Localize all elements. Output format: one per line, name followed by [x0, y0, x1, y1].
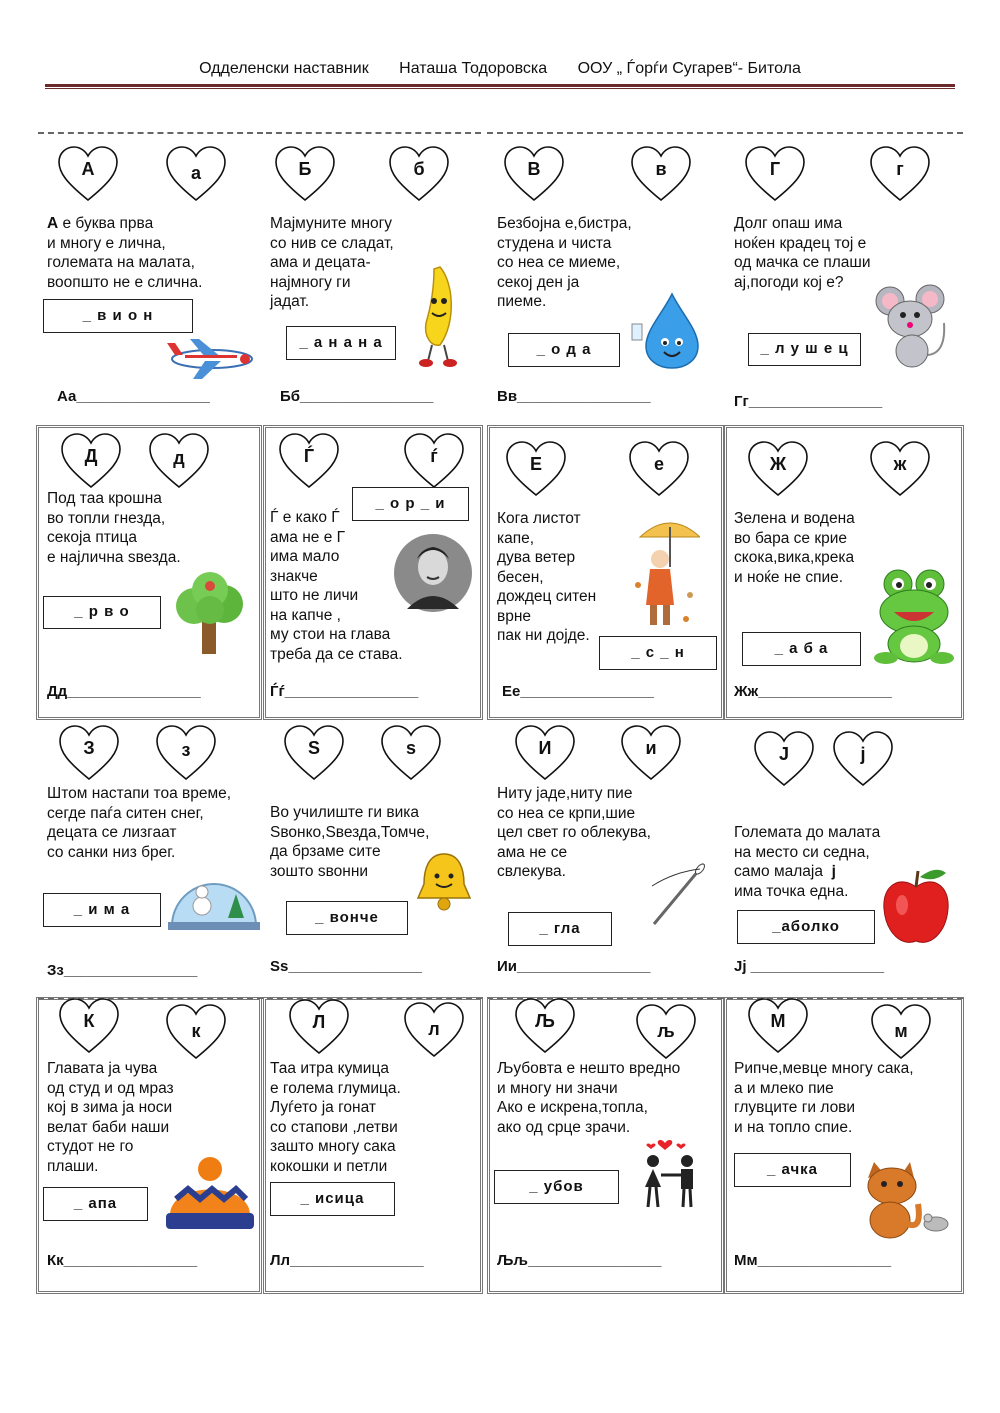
poem-gj: Ѓ е како Ѓ ама не е Г има мало знакче што не личи на капче , му стои на глава треба да се става. [270, 509, 403, 663]
heart-lower-z: з [155, 724, 217, 782]
poem-b: Мајмуните многу со нив се сладат, ама и децата- најмногу ги јадат. [270, 215, 394, 310]
word-box-m[interactable]: _ ачка [734, 1153, 851, 1187]
heart-lower-v: в [630, 145, 692, 203]
heart-lower-j: ј [832, 730, 894, 788]
poem-lj: Љубовта е нешто вредно и многу ни значи Ако е искрена,топла, ако од срце зрачи. [497, 1060, 681, 1136]
heart-upper-v: В [503, 145, 565, 203]
write-line-i[interactable]: Ии________________ [497, 958, 651, 975]
header-rule [45, 84, 955, 87]
heart-lower-e: е [628, 440, 690, 498]
page-header [0, 60, 1000, 78]
couple-icon [635, 1135, 709, 1210]
heart-lower-m: м [870, 1003, 932, 1061]
write-line-m[interactable]: Мм________________ [734, 1252, 892, 1269]
teacher-label: Одделенски наставник [199, 60, 369, 77]
heart-upper-e: Е [505, 440, 567, 498]
write-line-b[interactable]: Бб________________ [280, 388, 434, 405]
heart-lower-b: б [388, 145, 450, 203]
write-line-j[interactable]: Јј ________________ [734, 958, 885, 975]
poem-k: Главата ја чува од студ и од мраз кој в зима ја носи велат баби наши студот не го плаши. [47, 1060, 174, 1175]
snow-globe-icon [168, 860, 260, 930]
write-line-gj[interactable]: Ѓѓ________________ [270, 683, 419, 700]
word-box-g[interactable]: _ л у ш е ц [748, 333, 861, 366]
word-box-k[interactable]: _ апа [43, 1187, 148, 1221]
write-line-l[interactable]: Лл________________ [270, 1252, 424, 1269]
word-box-zh[interactable]: _ а б а [742, 632, 861, 666]
banana-icon [410, 263, 470, 368]
word-box-a[interactable]: _ в и о н [43, 299, 193, 333]
poem-z: Штом настапи тоа време, сегде паѓа ситен снег, децата се лизгаат со санки низ брег. [47, 785, 232, 861]
poem-d: Под таа крошна во топли гнезда, секоја птица е најлична ѕвезда. [47, 490, 181, 566]
heart-upper-z: З [58, 724, 120, 782]
heart-lower-l: л [403, 1001, 465, 1059]
heart-upper-zh: Ж [747, 440, 809, 498]
write-line-g[interactable]: Гг________________ [734, 393, 883, 410]
write-line-zh[interactable]: Жж________________ [734, 683, 892, 700]
girl-umbrella-icon [630, 515, 700, 633]
poem-dz: Во училиште ги вика Ѕвонко,Ѕвезда,Томче, да брзаме сите зошто ѕвонни [270, 804, 430, 880]
heart-upper-lj: Љ [514, 997, 576, 1055]
needle-icon [644, 858, 714, 928]
word-box-l[interactable]: _ исица [270, 1182, 395, 1216]
heart-lower-lj: љ [635, 1003, 697, 1061]
write-line-v[interactable]: Вв________________ [497, 388, 651, 405]
heart-upper-m: М [747, 997, 809, 1055]
write-line-dz[interactable]: Ss________________ [270, 958, 422, 975]
word-box-v[interactable]: _ о д а [508, 333, 620, 367]
write-line-a[interactable]: Аа________________ [57, 388, 210, 405]
teacher-name: Наташа Тодоровска [399, 60, 548, 77]
word-box-d[interactable]: _ р в о [43, 596, 161, 629]
tree-icon [170, 570, 250, 660]
frog-icon [872, 568, 956, 668]
airplane-icon [165, 333, 260, 383]
word-box-e[interactable]: _ с _ н [599, 636, 717, 670]
separator [266, 132, 481, 134]
heart-upper-d: Д [60, 432, 122, 490]
heart-upper-gj: Ѓ [278, 432, 340, 490]
heart-lower-a: а [165, 145, 227, 203]
poem-m: Рипче,мевце многу сака, а и млеко пие глувците ги лови и на топло спие. [734, 1060, 914, 1136]
word-box-i[interactable]: _ гла [508, 912, 612, 946]
poem-g: Долг опаш има ноќен крадец тој е од мачка се плаши ај,погоди кој е? [734, 215, 871, 291]
separator [487, 132, 963, 134]
write-line-lj[interactable]: Љљ________________ [497, 1252, 662, 1269]
word-box-dz[interactable]: _ вонче [286, 901, 408, 935]
write-line-k[interactable]: Кк________________ [47, 1252, 198, 1269]
cat-icon [858, 1160, 953, 1242]
water-drop-icon [628, 290, 708, 372]
portrait-photo [393, 533, 473, 613]
heart-lower-g: г [869, 145, 931, 203]
poem-a: А е буква прва и многу е лична, големата на малата, воопшто не е слична. [47, 215, 203, 291]
heart-upper-dz: S [283, 724, 345, 782]
poem-l: Таа итра кумица е голема глумица. Луѓето ја гонат со стапови ,летви зашто многу сака кокошки и петли [270, 1060, 401, 1175]
write-line-z[interactable]: Зз________________ [47, 962, 198, 979]
poem-v: Безбојна е,бистра, студена и чиста со неа се миеме, секој ден ја пиеме. [497, 215, 632, 310]
poem-i: Ниту јаде,ниту пие со неа се крпи,шие цел свет го облекува, ама не се свлекува. [497, 785, 651, 880]
word-box-gj[interactable]: _ о р _ и [352, 487, 469, 521]
word-box-b[interactable]: _ а н а н а [286, 326, 396, 360]
heart-lower-k: к [165, 1003, 227, 1061]
poem-e: Кога листот капе, дува ветер бесен, дождец ситен врне пак ни дојде. [497, 510, 597, 644]
heart-lower-d: д [148, 432, 210, 490]
write-line-d[interactable]: Дд________________ [47, 683, 201, 700]
poem-j: Големата до малата на место си седна, само малаја ј има точка една. [734, 824, 881, 900]
heart-lower-gj: ѓ [403, 432, 465, 490]
school-name: ООУ „ Ѓорѓи Сугарев“- Битола [577, 60, 801, 77]
separator [38, 132, 263, 134]
heart-upper-a: А [57, 145, 119, 203]
word-box-j[interactable]: _аболко [737, 910, 875, 944]
word-box-lj[interactable]: _ убов [494, 1170, 619, 1204]
header-rule-thin [45, 88, 955, 89]
heart-upper-g: Г [744, 145, 806, 203]
heart-upper-l: Л [288, 998, 350, 1056]
mouse-icon [874, 283, 952, 371]
heart-upper-i: И [514, 724, 576, 782]
heart-lower-dz: s [380, 724, 442, 782]
apple-icon [880, 865, 954, 949]
heart-upper-b: Б [274, 145, 336, 203]
winter-hat-icon [162, 1155, 256, 1233]
heart-lower-i: и [620, 724, 682, 782]
write-line-e[interactable]: Ее________________ [502, 683, 654, 700]
bell-icon [414, 850, 474, 912]
poem-zh: Зелена и водена во бара се крие скока,вика,крека и ноќе не спие. [734, 510, 855, 586]
heart-upper-j: Ј [753, 730, 815, 788]
heart-upper-k: К [58, 997, 120, 1055]
heart-lower-zh: ж [869, 440, 931, 498]
word-box-z[interactable]: _ и м а [43, 893, 161, 927]
